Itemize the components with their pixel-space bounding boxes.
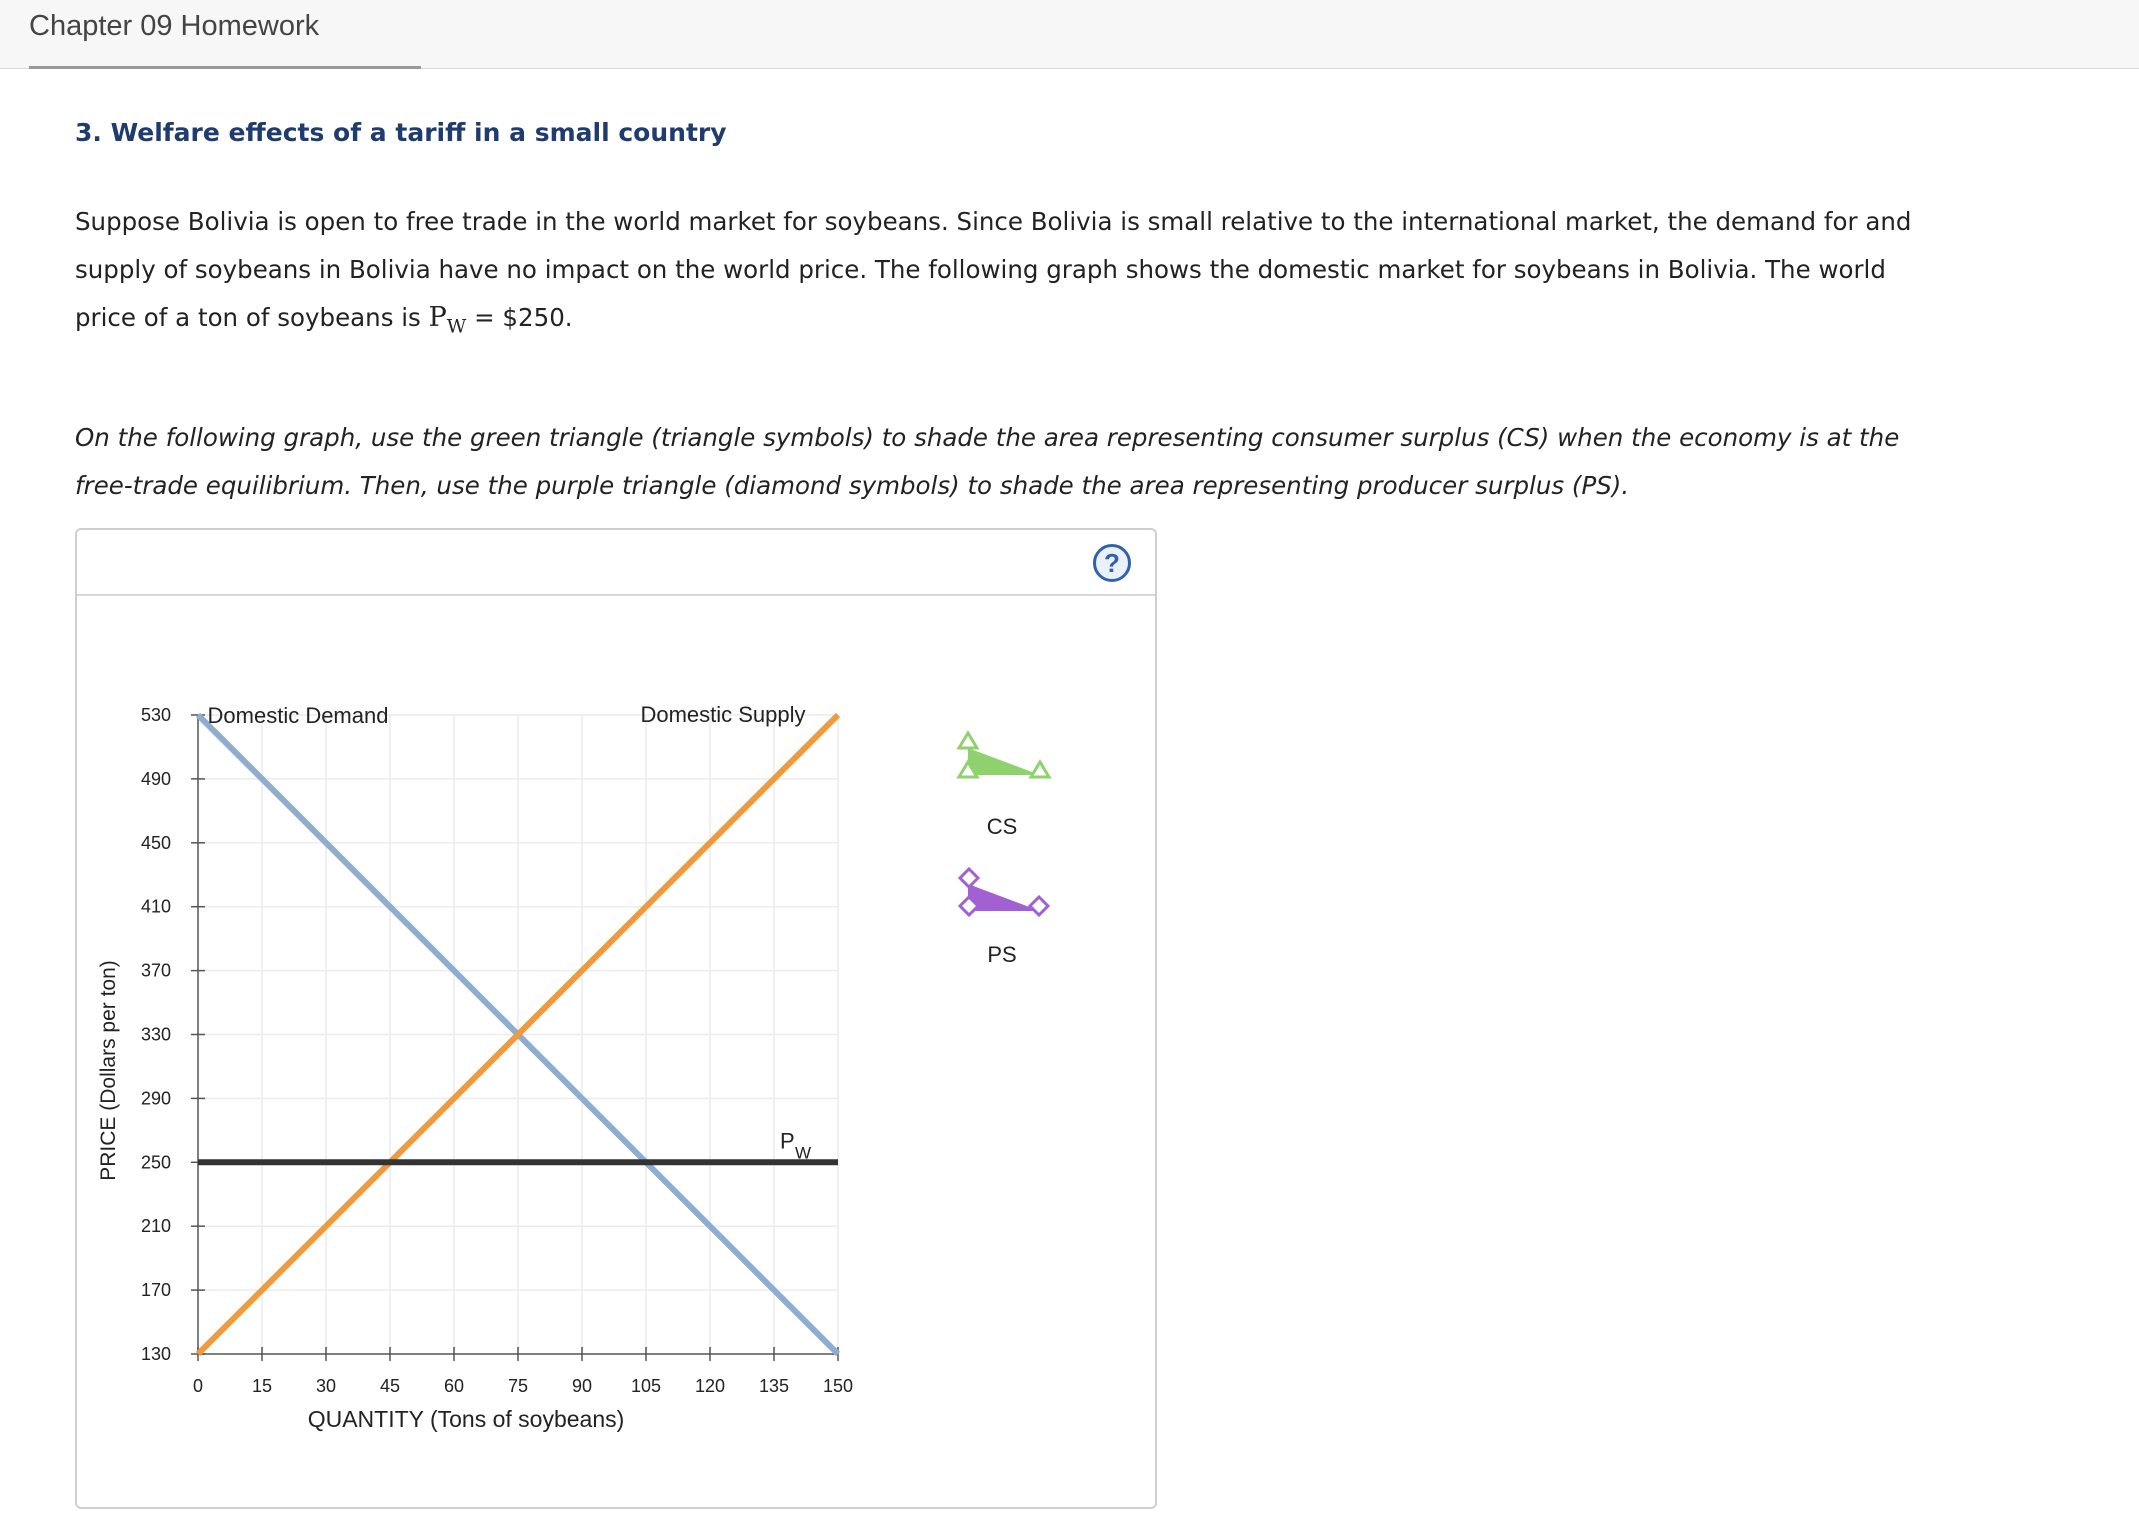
y-tick-label: 490 <box>140 768 171 789</box>
paragraph-text: Suppose Bolivia is open to free trade in the world market for soybeans. Since Bolivia is small relative to the international market, the demand for and supply of soybeans in Bolivia have no impact on the world price. The following graph shows the domestic market for soybeans in Bolivia. The world price of a ton of soybeans is <box>75 207 1912 332</box>
y-tick-label: 250 <box>140 1152 171 1173</box>
x-tick-label: 60 <box>443 1376 465 1396</box>
y-tick-label: 370 <box>140 960 171 981</box>
x-tick-label: 135 <box>758 1376 790 1396</box>
y-tick-label: 170 <box>140 1280 171 1301</box>
world-price-label-sub: W <box>795 1143 812 1163</box>
question-paragraph <box>75 198 1925 350</box>
ps-tool-label: PS <box>987 942 1017 967</box>
world-price-label: P <box>780 1128 795 1154</box>
cs-vertex-marker <box>1031 762 1049 777</box>
x-tick-label: 120 <box>694 1376 726 1396</box>
y-tick-label: 330 <box>140 1024 171 1045</box>
x-tick-label: 105 <box>630 1376 662 1396</box>
supply-curve-label: Domestic Supply <box>640 702 806 727</box>
y-tick-label: 450 <box>140 832 171 853</box>
x-axis-title: QUANTITY (Tons of soybeans) <box>307 1406 625 1432</box>
ps-diamond-tool[interactable] <box>960 869 1048 915</box>
cs-vertex-marker <box>959 733 977 748</box>
graph-panel <box>75 528 1157 1509</box>
title-tab-indicator <box>29 66 421 69</box>
y-tick-label: 410 <box>140 896 171 917</box>
x-tick-label: 30 <box>315 1376 337 1396</box>
cs-tool-label: CS <box>986 814 1018 839</box>
x-tick-label: 90 <box>571 1376 593 1396</box>
x-tick-label: 45 <box>379 1376 401 1396</box>
graph-canvas[interactable] <box>77 530 1155 1507</box>
help-icon[interactable]: ? <box>1093 544 1131 582</box>
y-axis-title: PRICE (Dollars per ton) <box>97 960 120 1181</box>
question-title: 3. Welfare effects of a tariff in a small country <box>75 118 727 147</box>
x-tick-label: 75 <box>507 1376 529 1396</box>
world-price-symbol: $P_W$ <box>428 302 467 338</box>
demand-curve-label: Domestic Demand <box>207 703 389 728</box>
paragraph-text-end: = $250. <box>466 303 573 332</box>
cs-triangle-fill <box>968 748 1040 775</box>
cs-triangle-tool[interactable] <box>959 733 1049 777</box>
x-tick-label: 0 <box>192 1376 204 1396</box>
ps-vertex-marker <box>960 869 978 887</box>
y-tick-label: 130 <box>140 1344 171 1364</box>
y-tick-label: 210 <box>140 1216 171 1237</box>
instruction-text: On the following graph, use the green triangle (triangle symbols) to shade the area representing consumer surplus (CS) when the economy is at the free-trade equilibrium. Then, use the purple triangle (diamond symbols) to shade the area representing producer surplus (PS). <box>75 423 1900 500</box>
top-bar <box>0 0 2139 69</box>
ps-vertex-marker <box>1030 897 1048 915</box>
y-tick-label: 290 <box>140 1088 171 1109</box>
x-tick-label: 150 <box>822 1376 854 1396</box>
x-tick-label: 15 <box>251 1376 273 1396</box>
page-title: Chapter 09 Homework <box>29 10 320 42</box>
y-tick-label: 530 <box>140 705 171 725</box>
